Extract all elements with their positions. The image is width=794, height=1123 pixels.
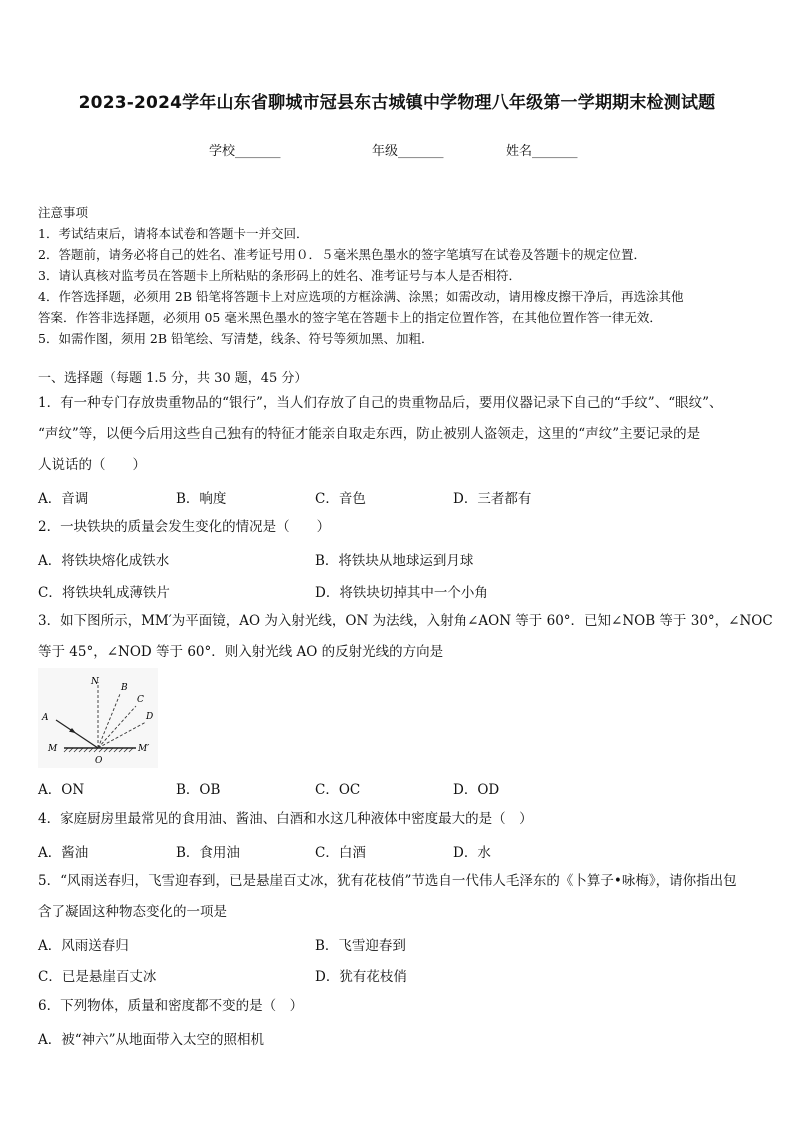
question-text: 6．下列物体，质量和密度都不变的是（ ）: [38, 998, 304, 1014]
question-text: 2．一块铁块的质量会发生变化的情况是（ ）: [38, 519, 331, 535]
option-d[interactable]: D．三者都有: [453, 491, 532, 507]
question-text: 含了凝固这种物态变化的一项是: [38, 904, 227, 920]
label-d: D: [146, 712, 154, 722]
question-1: [38, 388, 758, 481]
option-b[interactable]: B．将铁块从地球运到月球: [315, 553, 474, 569]
question-text: 5．“风雨送春归，飞雪迎春到，已是悬崖百丈冰，犹有花枝俏”节选自一代伟人毛泽东的《卜算子•咏梅》，请你指出包: [38, 873, 737, 889]
option-b[interactable]: B．飞雪迎春到: [315, 938, 406, 954]
label-o: O: [95, 756, 103, 766]
question-6: [38, 991, 758, 1022]
option-a[interactable]: A．风雨送春归: [38, 938, 129, 954]
note-item: 4．作答选择题，必须用 2B 铅笔将答题卡上对应选项的方框涂满、涂黑；如需改动，请用橡皮擦干净后，再选涂其他: [38, 289, 684, 304]
label-b: B: [121, 683, 128, 693]
option-c[interactable]: C．白酒: [315, 845, 366, 861]
label-n: N: [91, 677, 99, 687]
exam-notes: [38, 202, 758, 349]
option-b[interactable]: B．食用油: [176, 845, 240, 861]
option-b[interactable]: B．响度: [176, 491, 227, 507]
label-c: C: [137, 695, 144, 705]
note-item: 2．答题前，请务必将自己的姓名、准考证号用０．５毫米黑色墨水的签字笔填写在试卷及答题卡的规定位置．: [38, 247, 646, 262]
question-2: [38, 512, 758, 543]
option-a[interactable]: A．音调: [38, 491, 89, 507]
option-c[interactable]: C．将铁块轧成薄铁片: [38, 585, 170, 601]
question-text: 等于 45°，∠NOD 等于 60°．则入射光线 AO 的反射光线的方向是: [38, 644, 444, 660]
school-field: 学校_______: [209, 144, 281, 159]
section-heading: 一、选择题（每题 1.5 分，共 30 题，45 分）: [38, 371, 308, 386]
option-a[interactable]: A．被“神六”从地面带入太空的照相机: [38, 1032, 265, 1048]
label-a: A: [42, 713, 49, 723]
option-a[interactable]: A．将铁块熔化成铁水: [38, 553, 170, 569]
question-5: [38, 866, 758, 928]
option-d[interactable]: D．犹有花枝俏: [315, 969, 407, 985]
question-4: [38, 804, 758, 835]
note-item: 答案．作答非选择题，必须用 05 毫米黑色墨水的签字笔在答题卡上的指定位置作答，在其他位置作答一律无效．: [38, 310, 662, 325]
grade-field: 年级_______: [372, 144, 444, 159]
question-text: 1．有一种专门存放贵重物品的“银行”，当人们存放了自己的贵重物品后，要用仪器记录下自己的“手纹”、“眼纹”、: [38, 395, 723, 411]
question-text: 3．如下图所示，MM′为平面镜，AO 为入射光线，ON 为法线，入射角∠AON 等于 60°．已知∠NOB 等于 30°，∠NOC: [38, 613, 773, 629]
page-title: 2023-2024学年山东省聊城市冠县东古城镇中学物理八年级第一学期期末检测试题: [78, 93, 716, 113]
name-field: 姓名_______: [506, 144, 578, 159]
note-item: 5．如需作图，须用 2B 铅笔绘、写清楚，线条、符号等须加黑、加粗．: [38, 331, 434, 346]
option-d[interactable]: D．水: [453, 845, 491, 861]
option-c[interactable]: C．已是悬崖百丈冰: [38, 969, 157, 985]
question-3: [38, 606, 773, 668]
note-item: 1．考试结束后，请将本试卷和答题卡一并交回．: [38, 226, 309, 241]
option-c[interactable]: C．音色: [315, 491, 366, 507]
notes-heading: 注意事项: [38, 205, 89, 220]
question-text: 4．家庭厨房里最常见的食用油、酱油、白酒和水这几种液体中密度最大的是（ ）: [38, 811, 533, 827]
option-b[interactable]: B．OB: [176, 782, 221, 798]
question-text: “声纹”等，以便今后用这些自己独有的特征才能亲自取走东西，防止被别人盗领走，这里的“声纹”主要记录的是: [38, 426, 701, 442]
option-d[interactable]: D．OD: [453, 782, 500, 798]
option-c[interactable]: C．OC: [315, 782, 361, 798]
label-m-prime: M′: [138, 744, 150, 754]
question-text: 人说话的（ ）: [38, 457, 146, 473]
option-d[interactable]: D．将铁块切掉其中一个小角: [315, 585, 488, 601]
option-a[interactable]: A．酱油: [38, 845, 89, 861]
note-item: 3．请认真核对监考员在答题卡上所粘贴的条形码上的姓名、准考证号与本人是否相符．: [38, 268, 521, 283]
label-m: M: [48, 744, 58, 754]
option-a[interactable]: A．ON: [38, 782, 85, 798]
mirror-reflection-diagram: [38, 668, 158, 768]
